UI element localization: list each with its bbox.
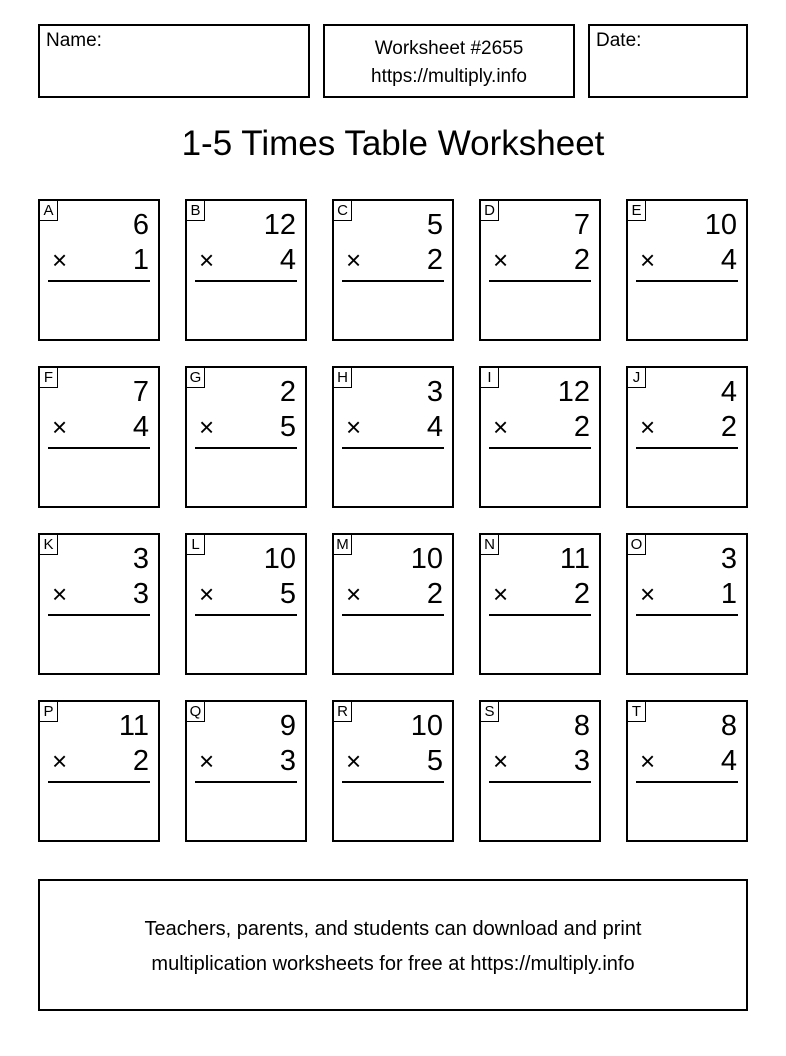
date-field-box[interactable] [588, 24, 748, 98]
times-sign: × [52, 746, 68, 776]
footer-box [38, 879, 748, 1011]
problem-multiplicand: 9 [279, 710, 296, 742]
problem-card[interactable] [185, 533, 307, 675]
date-label: Date: [596, 30, 642, 51]
answer-line [489, 781, 591, 783]
problem-multiplicand: 7 [132, 376, 149, 408]
problem-letter: F [40, 368, 58, 388]
answer-line [636, 614, 738, 616]
answer-line [195, 447, 297, 449]
times-sign: × [199, 245, 215, 275]
problem-multiplicand: 12 [557, 376, 590, 408]
problem-card[interactable] [332, 199, 454, 341]
problem-multiplicand: 10 [410, 710, 443, 742]
times-sign: × [493, 245, 509, 275]
times-sign: × [493, 412, 509, 442]
problem-card[interactable] [38, 533, 160, 675]
problem-letter: E [628, 201, 646, 221]
problem-card[interactable] [332, 700, 454, 842]
problem-letter: J [628, 368, 646, 388]
problem-card[interactable] [479, 533, 601, 675]
problem-card[interactable] [38, 366, 160, 508]
problem-card[interactable] [38, 700, 160, 842]
problem-letter: Q [187, 702, 205, 722]
problem-multiplier: 4 [132, 411, 149, 443]
problem-multiplier: 5 [279, 578, 296, 610]
answer-line [342, 280, 444, 282]
problem-letter: C [334, 201, 352, 221]
times-sign: × [640, 579, 656, 609]
problem-multiplier: 3 [132, 578, 149, 610]
problem-card[interactable] [185, 199, 307, 341]
problem-card[interactable] [185, 700, 307, 842]
footer-line-1: Teachers, parents, and students can download and print [144, 918, 642, 940]
problem-card[interactable] [626, 533, 748, 675]
answer-line [636, 781, 738, 783]
answer-line [342, 614, 444, 616]
problem-card[interactable] [479, 700, 601, 842]
problem-multiplier: 3 [573, 745, 590, 777]
problem-multiplier: 2 [573, 244, 590, 276]
footer-line-2: multiplication worksheets for free at https://multiply.info [151, 953, 635, 975]
page-title: 1-5 Times Table Worksheet [181, 124, 605, 163]
problem-card[interactable] [479, 199, 601, 341]
problem-letter: T [628, 702, 646, 722]
answer-line [48, 781, 150, 783]
times-sign: × [346, 746, 362, 776]
answer-line [342, 447, 444, 449]
worksheet-url: https://multiply.info [371, 66, 527, 87]
problem-letter: D [481, 201, 499, 221]
problem-multiplier: 2 [573, 578, 590, 610]
problem-multiplicand: 5 [426, 209, 443, 241]
problem-multiplier: 1 [720, 578, 737, 610]
problem-multiplier: 2 [426, 244, 443, 276]
times-sign: × [493, 746, 509, 776]
answer-line [489, 447, 591, 449]
problem-multiplier: 4 [720, 745, 737, 777]
problem-multiplier: 5 [279, 411, 296, 443]
problem-card[interactable] [332, 533, 454, 675]
times-sign: × [346, 579, 362, 609]
problem-letter: O [628, 535, 646, 555]
problem-multiplicand: 3 [132, 543, 149, 575]
problem-multiplicand: 2 [279, 376, 296, 408]
times-sign: × [199, 412, 215, 442]
answer-line [636, 280, 738, 282]
answer-line [48, 447, 150, 449]
problem-letter: A [40, 201, 58, 221]
problem-card[interactable] [185, 366, 307, 508]
times-sign: × [52, 245, 68, 275]
answer-line [489, 614, 591, 616]
problem-card[interactable] [626, 366, 748, 508]
problem-letter: K [40, 535, 58, 555]
problem-multiplicand: 4 [720, 376, 737, 408]
times-sign: × [346, 245, 362, 275]
worksheet-info-box [323, 24, 575, 98]
problem-card[interactable] [626, 199, 748, 341]
times-sign: × [346, 412, 362, 442]
problem-card[interactable] [38, 199, 160, 341]
answer-line [342, 781, 444, 783]
problem-letter: S [481, 702, 499, 722]
problem-letter: B [187, 201, 205, 221]
problem-multiplier: 2 [720, 411, 737, 443]
answer-line [48, 280, 150, 282]
answer-line [48, 614, 150, 616]
answer-line [195, 280, 297, 282]
problem-multiplier: 2 [426, 578, 443, 610]
problem-letter: P [40, 702, 58, 722]
answer-line [636, 447, 738, 449]
problem-multiplicand: 10 [263, 543, 296, 575]
problem-multiplicand: 3 [426, 376, 443, 408]
problem-multiplier: 4 [720, 244, 737, 276]
problem-letter: L [187, 535, 205, 555]
problem-multiplicand: 3 [720, 543, 737, 575]
problem-multiplicand: 11 [559, 543, 590, 575]
times-sign: × [493, 579, 509, 609]
problem-card[interactable] [479, 366, 601, 508]
problem-multiplier: 1 [132, 244, 149, 276]
times-sign: × [199, 579, 215, 609]
problem-multiplicand: 10 [704, 209, 737, 241]
name-label: Name: [46, 30, 102, 51]
problem-letter: H [334, 368, 352, 388]
times-sign: × [199, 746, 215, 776]
problem-card[interactable] [332, 366, 454, 508]
problem-multiplier: 5 [426, 745, 443, 777]
problem-multiplicand: 8 [573, 710, 590, 742]
times-sign: × [640, 746, 656, 776]
times-sign: × [640, 412, 656, 442]
answer-line [195, 614, 297, 616]
answer-line [489, 280, 591, 282]
problem-multiplicand: 7 [573, 209, 590, 241]
answer-line [195, 781, 297, 783]
problem-multiplier: 3 [279, 745, 296, 777]
problem-multiplicand: 12 [263, 209, 296, 241]
name-field-box[interactable] [38, 24, 310, 98]
problem-multiplier: 4 [279, 244, 296, 276]
problem-card[interactable] [626, 700, 748, 842]
problem-multiplicand: 6 [132, 209, 149, 241]
problem-letter: R [334, 702, 352, 722]
problem-multiplicand: 10 [410, 543, 443, 575]
times-sign: × [640, 245, 656, 275]
problem-multiplier: 2 [132, 745, 149, 777]
problem-letter: I [481, 368, 499, 388]
problem-multiplicand: 11 [118, 710, 149, 742]
times-sign: × [52, 579, 68, 609]
problem-multiplier: 2 [573, 411, 590, 443]
problem-multiplier: 4 [426, 411, 443, 443]
worksheet-number: Worksheet #2655 [374, 38, 524, 59]
problem-letter: N [481, 535, 499, 555]
problem-multiplicand: 8 [720, 710, 737, 742]
problem-letter: M [334, 535, 352, 555]
times-sign: × [52, 412, 68, 442]
problem-letter: G [187, 368, 205, 388]
